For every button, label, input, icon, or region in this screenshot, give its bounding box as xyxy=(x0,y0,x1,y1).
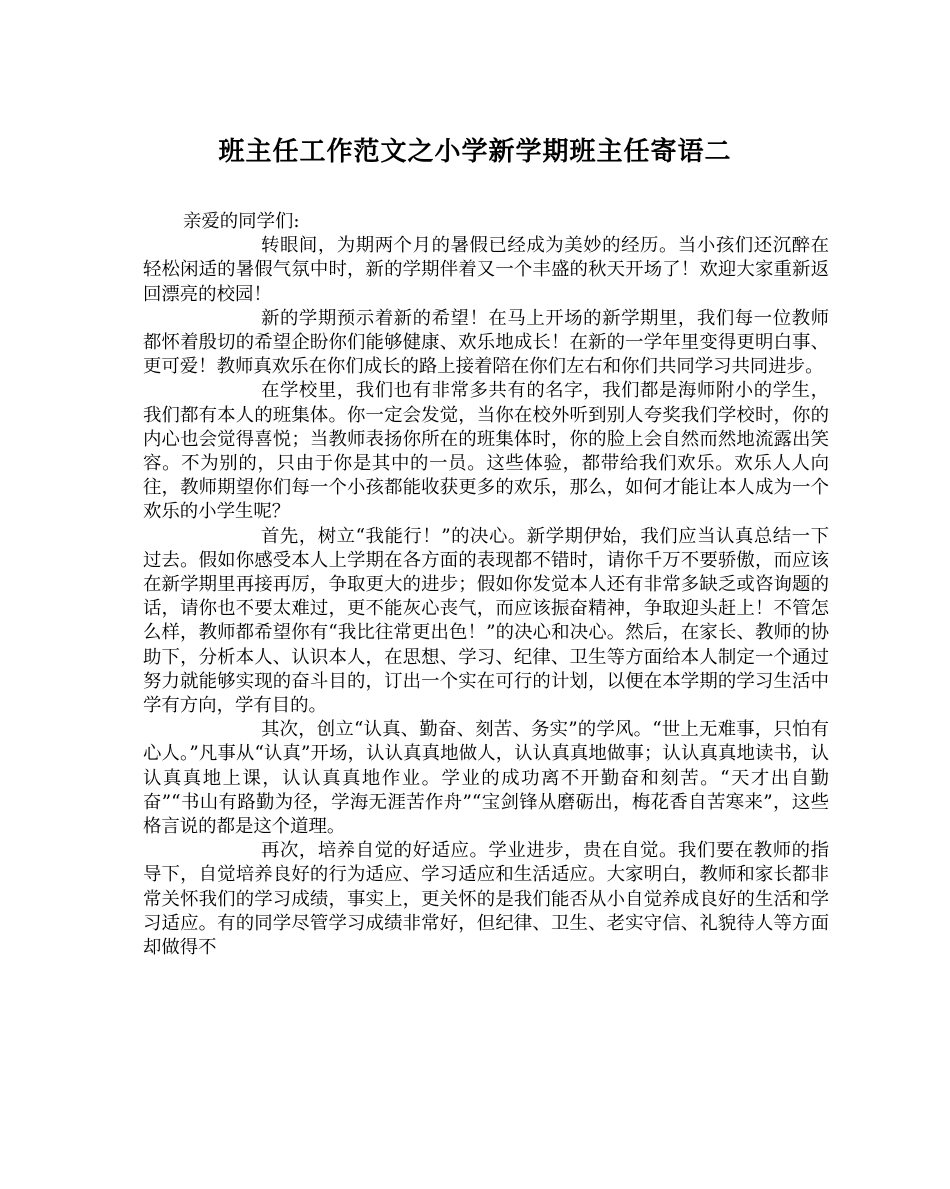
salutation: 亲爱的同学们: xyxy=(183,211,300,232)
document-body xyxy=(143,210,829,960)
document-title: 班主任工作范文之小学新学期班主任寄语二 xyxy=(218,137,732,167)
paragraph: 转眼间，为期两个月的暑假已经成为美妙的经历。当小孩们还沉醉在轻松闲适的暑假气氛中时，新的学期伴着又一个丰盛的秋天开场了！欢迎大家重新返回漂亮的校园！ xyxy=(143,235,829,305)
paragraph: 新的学期预示着新的希望！在马上开场的新学期里，我们每一位教师都怀着殷切的希望企盼你们能够健康、欢乐地成长！在新的一学年里变得更明白事、更可爱！教师真欢乐在你们成长的路上接着陪在你们左右和你们共同学习共同进步。 xyxy=(143,307,829,378)
paragraph: 再次，培养自觉的好适应。学业进步，贵在自觉。我们要在教师的指导下，自觉培养良好的行为适应、学习适应和生活适应。大家明白，教师和家长都非常关怀我们的学习成绩，事实上，更关怀的是我们能否从小自觉养成良好的生活和学习适应。有的同学尽管学习成绩非常好，但纪律、卫生、老实守信、礼貌待人等方面却做得不 xyxy=(143,840,829,959)
paragraph: 在学校里，我们也有非常多共有的名字，我们都是海师附小的学生，我们都有本人的班集体。你一定会发觉，当你在校外听到别人夸奖我们学校时，你的内心也会觉得喜悦；当教师表扬你所在的班集体时，你的脸上会自然而然地流露出笑容。不为别的，只由于你是其中的一员。这些体验，都带给我们欢乐。欢乐人人向往，教师期望你们每一个小孩都能收获更多的欢乐，那么，如何才能让本人成为一个欢乐的小学生呢？ xyxy=(143,380,829,523)
paragraph: 首先，树立“我能行！”的决心。新学期伊始，我们应当认真总结一下过去。假如你感受本人上学期在各方面的表现都不错时，请你千万不要骄傲，而应该在新学期里再接再厉，争取更大的进步；假如你发觉本人还有非常多缺乏或咨询题的话，请你也不要太难过，更不能灰心丧气，而应该振奋精神，争取迎头赶上！不管怎么样，教师都希望你有“我比往常更出色！”的决心和决心。然后，在家长、教师的协助下，分析本人、认识本人，在思想、学习、纪律、卫生等方面给本人制定一个通过努力就能够实现的奋斗目的，订出一个实在可行的计划，以便在本学期的学习生活中学有方向，学有目的。 xyxy=(143,525,829,717)
paragraph: 其次，创立“认真、勤奋、刻苦、务实”的学风。“世上无难事，只怕有心人。”凡事从“认真”开场，认认真真地做人，认认真真地做事；认认真真地读书，认认真真地上课，认认真真地作业。学业的成功离不开勤奋和刻苦。“天才出自勤奋”“书山有路勤为径，学海无涯苦作舟”“宝剑锋从磨砺出，梅花香自苦寒来”，这些格言说的都是这个道理。 xyxy=(143,719,829,838)
